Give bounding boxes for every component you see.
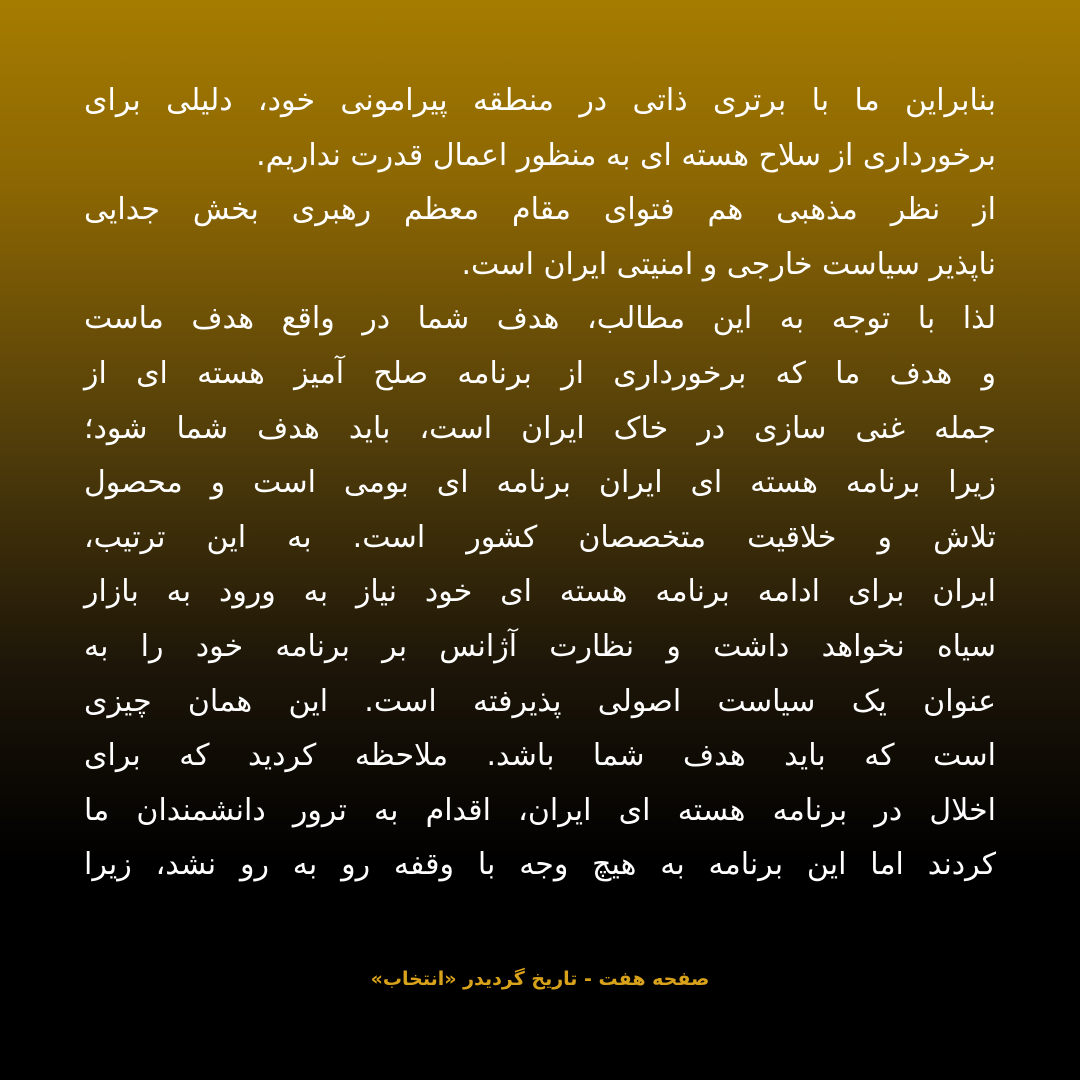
article-line: برخورداری از سلاح هسته ای به منظور اعمال قدرت نداریم. bbox=[256, 137, 996, 173]
page-footer-caption: صفحه هفت - تاریخ گردیدر «انتخاب» bbox=[370, 968, 710, 990]
article-line: کردند اما این برنامه به هیچ وجه با وقفه رو به رو نشد، زیرا bbox=[84, 847, 996, 883]
article-line: زیرا برنامه هسته ای ایران برنامه ای بومی است و محصول bbox=[84, 465, 996, 501]
article-line: سیاه نخواهد داشت و نظارت آژانس بر برنامه خود را به bbox=[84, 628, 996, 664]
article-line: جمله غنی سازی در خاک ایران است، باید هدف شما شود؛ bbox=[84, 410, 996, 446]
article-line: ایران برای ادامه برنامه هسته ای خود نیاز به ورود به بازار bbox=[84, 574, 996, 610]
article-line: عنوان یک سیاست اصولی پذیرفته است. این همان چیزی bbox=[84, 683, 996, 719]
article-line: تلاش و خلاقیت متخصصان کشور است. به این ترتیب، bbox=[84, 519, 996, 555]
article-line: اخلال در برنامه هسته ای ایران، اقدام به ترور دانشمندان ما bbox=[84, 792, 996, 828]
article-line: از نظر مذهبی هم فتوای مقام معظم رهبری بخش جدایی bbox=[84, 192, 996, 228]
article-line: است که باید هدف شما باشد. ملاحظه کردید که برای bbox=[84, 738, 996, 774]
article-line: بنابراین ما با برتری ذاتی در منطقه پیرامونی خود، دلیلی برای bbox=[84, 83, 996, 118]
article-body bbox=[84, 74, 996, 893]
article-line: و هدف ما که برخورداری از برنامه صلح آمیز هسته ای از bbox=[84, 355, 996, 391]
article-line: ناپذیر سیاست خارجی و امنیتی ایران است. bbox=[461, 246, 996, 282]
article-line: لذا با توجه به این مطالب، هدف شما در واقع هدف ماست bbox=[84, 301, 996, 337]
